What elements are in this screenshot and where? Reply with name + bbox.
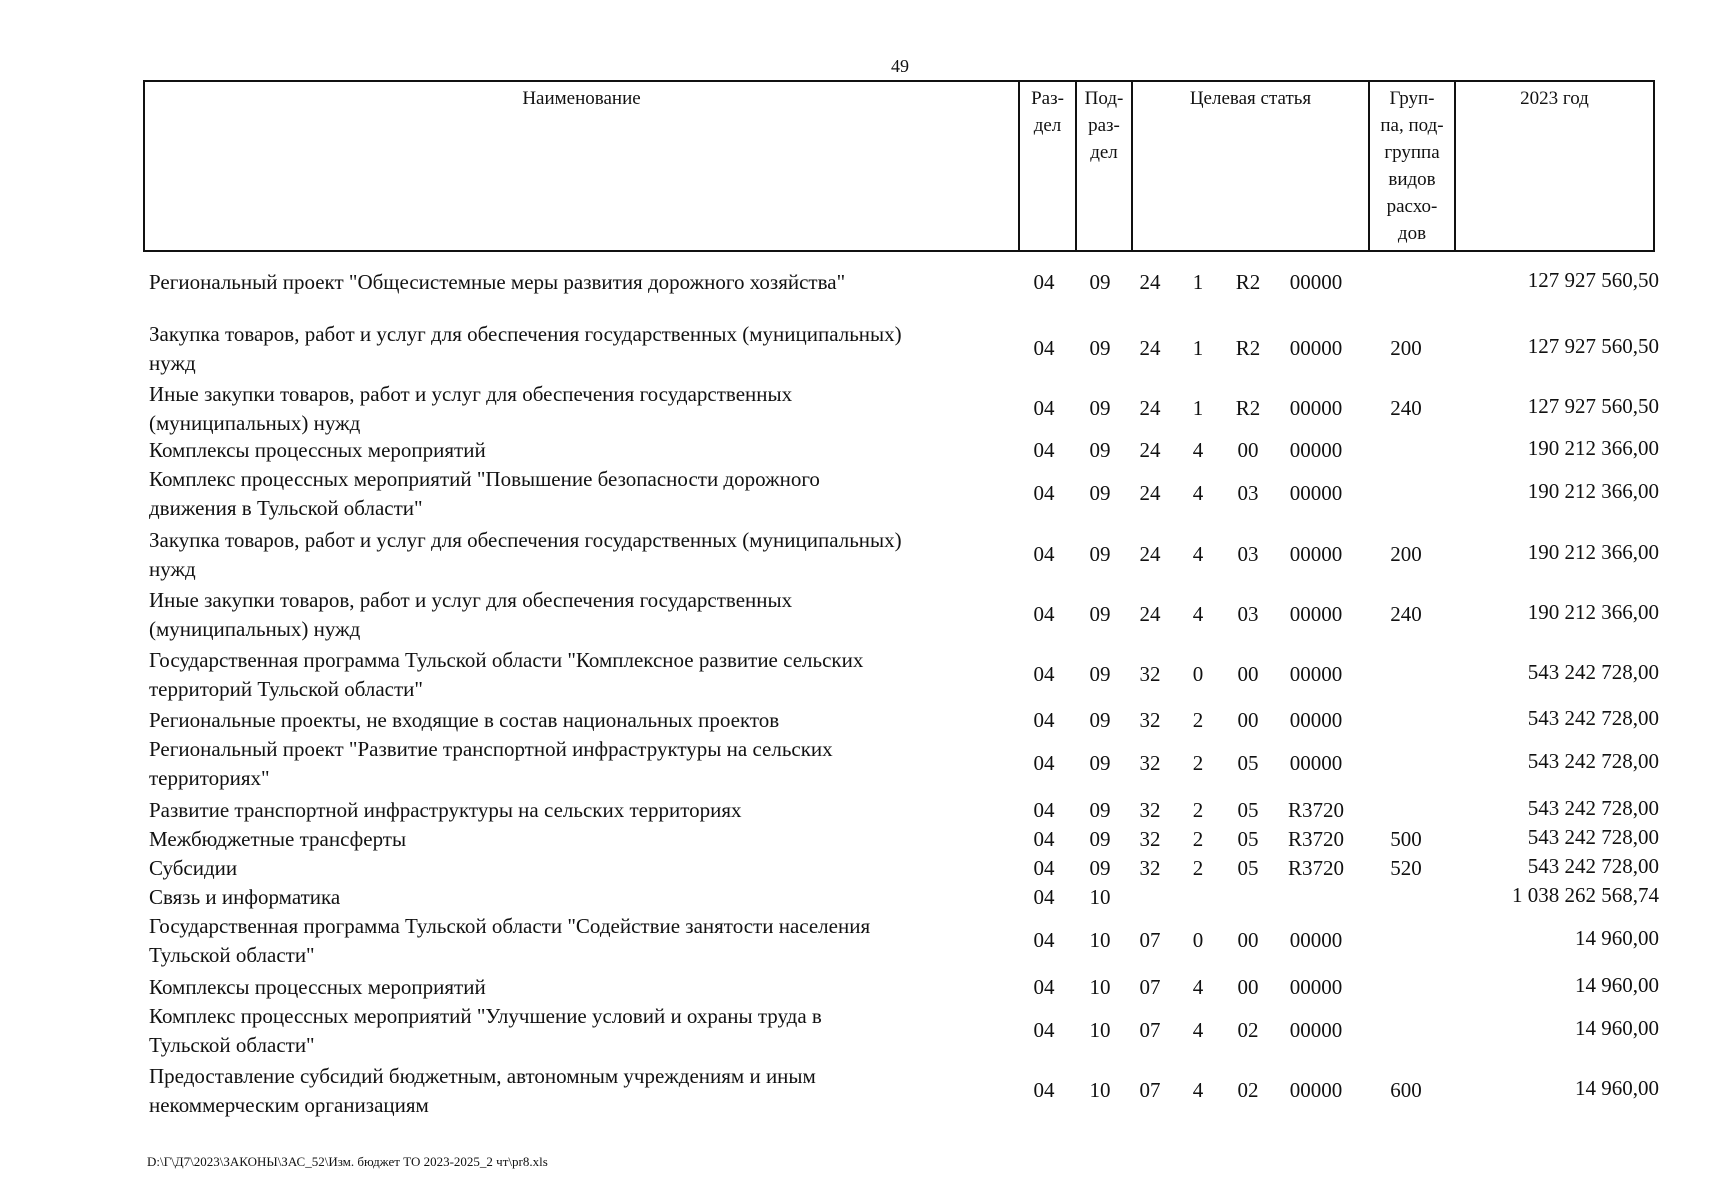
- row-amount: 14 960,00: [1575, 1076, 1659, 1100]
- row-name-line: Иные закупки товаров, работ и услуг для обеспечения государственных: [149, 588, 793, 612]
- row-name-line: нужд: [149, 557, 196, 581]
- row-name-line: Предоставление субсидий бюджетным, автономным учреждениям и иным: [149, 1064, 816, 1088]
- row-name-line: Комплекс процессных мероприятий "Улучшение условий и охраны труда в: [149, 1004, 822, 1028]
- row-cell-t4: 00000: [1289, 1078, 1343, 1102]
- row-cell-t2: 2: [1192, 827, 1204, 851]
- row-name-line: Закупка товаров, работ и услуг для обеспечения государственных (муниципальных): [149, 528, 902, 552]
- row-cell-r: 04: [1033, 336, 1055, 360]
- row-cell-p: 09: [1089, 336, 1111, 360]
- header-group-line: видов: [1388, 169, 1436, 190]
- row-cell-g: 240: [1390, 396, 1422, 420]
- row-cell-t3: 00: [1237, 438, 1259, 462]
- row-cell-r: 04: [1033, 885, 1055, 909]
- row-amount: 543 242 728,00: [1527, 854, 1659, 878]
- row-cell-g: 520: [1390, 856, 1422, 880]
- row-name-line: (муниципальных) нужд: [149, 411, 361, 435]
- row-cell-t1: 32: [1139, 827, 1161, 851]
- row-name: [149, 526, 1009, 584]
- row-cell-g: 200: [1390, 542, 1422, 566]
- row-name: [149, 465, 1009, 523]
- row-cell-t2: 0: [1192, 928, 1204, 952]
- row-cell-t1: 07: [1139, 1078, 1161, 1102]
- row-cell-t4: R3720: [1287, 798, 1344, 822]
- row-name-line: Региональные проекты, не входящие в состав национальных проектов: [149, 708, 780, 732]
- header-razdel-line: Раз-: [1031, 88, 1064, 109]
- row-cell-r: 04: [1033, 975, 1055, 999]
- row-name-line: Развитие транспортной инфраструктуры на сельских территориях: [149, 798, 742, 822]
- row-name-line: территориях": [149, 766, 270, 790]
- row-cell-r: 04: [1033, 542, 1055, 566]
- row-amount: 1 038 262 568,74: [1512, 883, 1659, 907]
- row-amount: 14 960,00: [1575, 1016, 1659, 1040]
- row-name-line: Иные закупки товаров, работ и услуг для обеспечения государственных: [149, 382, 793, 406]
- header-group-line: группа: [1384, 142, 1440, 163]
- row-cell-r: 04: [1033, 708, 1055, 732]
- row-cell-g: 500: [1390, 827, 1422, 851]
- row-name-line: (муниципальных) нужд: [149, 617, 361, 641]
- header-year: [1456, 82, 1653, 250]
- row-cell-t4: 00000: [1289, 928, 1343, 952]
- row-name: [149, 1062, 1009, 1120]
- row-name-line: Тульской области": [149, 943, 315, 967]
- header-year-label: 2023 год: [1520, 88, 1589, 109]
- row-cell-p: 09: [1089, 856, 1111, 880]
- row-cell-t1: 32: [1139, 662, 1161, 686]
- row-name: [149, 1002, 1009, 1060]
- row-cell-p: 10: [1089, 975, 1111, 999]
- row-cell-t3: 00: [1237, 662, 1259, 686]
- row-cell-t2: 2: [1192, 708, 1204, 732]
- row-name: [149, 586, 1009, 644]
- row-amount: 543 242 728,00: [1527, 660, 1659, 684]
- row-amount: 127 927 560,50: [1527, 268, 1659, 292]
- row-cell-t4: R3720: [1287, 856, 1344, 880]
- row-cell-r: 04: [1033, 1018, 1055, 1042]
- row-cell-t4: 00000: [1289, 396, 1343, 420]
- row-name: [149, 706, 1009, 735]
- row-cell-p: 09: [1089, 396, 1111, 420]
- header-podrazdel: [1077, 82, 1131, 250]
- row-cell-t2: 4: [1192, 1018, 1204, 1042]
- row-cell-p: 10: [1089, 1018, 1111, 1042]
- header-name-label: Наименование: [522, 88, 641, 109]
- row-name: [149, 436, 1009, 465]
- row-cell-p: 09: [1089, 438, 1111, 462]
- row-cell-t1: 24: [1139, 438, 1161, 462]
- row-cell-t4: 00000: [1289, 438, 1343, 462]
- row-cell-t4: 00000: [1289, 336, 1343, 360]
- row-name-line: Государственная программа Тульской области "Содействие занятости населения: [149, 914, 871, 938]
- row-cell-t1: 32: [1139, 708, 1161, 732]
- row-cell-r: 04: [1033, 751, 1055, 775]
- row-cell-t3: 00: [1237, 975, 1259, 999]
- row-amount: 190 212 366,00: [1527, 600, 1659, 624]
- row-cell-t1: 24: [1139, 542, 1161, 566]
- row-name-line: Связь и информатика: [149, 885, 341, 909]
- row-cell-t4: 00000: [1289, 270, 1343, 294]
- row-cell-t3: 00: [1237, 708, 1259, 732]
- header-podrazdel-line: Под-: [1084, 88, 1124, 109]
- row-cell-t3: 02: [1237, 1018, 1259, 1042]
- row-cell-r: 04: [1033, 798, 1055, 822]
- row-amount: 543 242 728,00: [1527, 796, 1659, 820]
- row-cell-p: 09: [1089, 827, 1111, 851]
- row-name-line: Государственная программа Тульской области "Комплексное развитие сельских: [149, 648, 864, 672]
- row-cell-t2: 2: [1192, 751, 1204, 775]
- row-cell-t4: 00000: [1289, 1018, 1343, 1042]
- row-name-line: Комплексы процессных мероприятий: [149, 975, 486, 999]
- row-cell-r: 04: [1033, 396, 1055, 420]
- row-cell-p: 09: [1089, 708, 1111, 732]
- row-cell-r: 04: [1033, 662, 1055, 686]
- row-amount: 543 242 728,00: [1527, 749, 1659, 773]
- header-target-label: Целевая статья: [1189, 88, 1312, 109]
- row-name-line: движения в Тульской области": [149, 496, 423, 520]
- row-amount: 543 242 728,00: [1527, 825, 1659, 849]
- row-name-line: Комплекс процессных мероприятий "Повышение безопасности дорожного: [149, 467, 820, 491]
- table-header: [143, 80, 1655, 252]
- row-cell-t3: 02: [1237, 1078, 1259, 1102]
- file-path-footer: D:\Г\Д7\2023\ЗАКОНЫ\ЗАС_52\Изм. бюджет ТО 2023-2025_2 чт\pr8.xls: [147, 1154, 548, 1169]
- row-cell-r: 04: [1033, 481, 1055, 505]
- row-cell-t3: R2: [1235, 396, 1261, 420]
- row-cell-t4: 00000: [1289, 542, 1343, 566]
- row-amount: 127 927 560,50: [1527, 334, 1659, 358]
- row-cell-p: 09: [1089, 602, 1111, 626]
- row-amount: 190 212 366,00: [1527, 436, 1659, 460]
- row-name-line: Межбюджетные трансферты: [149, 827, 407, 851]
- header-group-line: расхо-: [1386, 196, 1438, 217]
- row-cell-t1: 07: [1139, 928, 1161, 952]
- row-cell-g: 600: [1390, 1078, 1422, 1102]
- row-cell-t4: 00000: [1289, 751, 1343, 775]
- row-cell-t1: 32: [1139, 856, 1161, 880]
- row-cell-t1: 07: [1139, 1018, 1161, 1042]
- row-cell-t2: 4: [1192, 975, 1204, 999]
- row-cell-t4: 00000: [1289, 662, 1343, 686]
- row-name: [149, 883, 1009, 912]
- row-cell-t3: 05: [1237, 751, 1259, 775]
- row-cell-r: 04: [1033, 270, 1055, 294]
- row-cell-p: 09: [1089, 751, 1111, 775]
- row-cell-t4: 00000: [1289, 481, 1343, 505]
- row-name-line: территорий Тульской области": [149, 677, 423, 701]
- row-cell-t1: 24: [1139, 336, 1161, 360]
- row-amount: 190 212 366,00: [1527, 479, 1659, 503]
- row-cell-t4: 00000: [1289, 975, 1343, 999]
- row-cell-t3: 03: [1237, 481, 1259, 505]
- row-amount: 14 960,00: [1575, 926, 1659, 950]
- row-amount: 543 242 728,00: [1527, 706, 1659, 730]
- row-cell-r: 04: [1033, 856, 1055, 880]
- row-cell-t2: 4: [1192, 602, 1204, 626]
- row-name: [149, 854, 1009, 883]
- row-cell-t1: 24: [1139, 481, 1161, 505]
- row-cell-p: 10: [1089, 885, 1111, 909]
- row-name-line: нужд: [149, 351, 196, 375]
- row-cell-t1: 24: [1139, 602, 1161, 626]
- row-cell-t3: 00: [1237, 928, 1259, 952]
- row-cell-t2: 1: [1192, 270, 1204, 294]
- row-cell-p: 10: [1089, 928, 1111, 952]
- header-name: [145, 82, 1018, 250]
- row-cell-t1: 07: [1139, 975, 1161, 999]
- row-name: [149, 912, 1009, 970]
- row-name-line: Комплексы процессных мероприятий: [149, 438, 486, 462]
- row-name: [149, 646, 1009, 704]
- row-cell-t2: 1: [1192, 396, 1204, 420]
- row-cell-r: 04: [1033, 1078, 1055, 1102]
- row-cell-r: 04: [1033, 928, 1055, 952]
- row-name-line: Закупка товаров, работ и услуг для обеспечения государственных (муниципальных): [149, 322, 902, 346]
- row-cell-p: 09: [1089, 662, 1111, 686]
- row-cell-g: 240: [1390, 602, 1422, 626]
- header-group-line: Груп-: [1389, 88, 1435, 109]
- row-name-line: Региональный проект "Развитие транспортной инфраструктуры на сельских: [149, 737, 833, 761]
- row-name: [149, 825, 1009, 854]
- row-cell-t2: 4: [1192, 438, 1204, 462]
- row-cell-g: 200: [1390, 336, 1422, 360]
- row-cell-t3: 05: [1237, 856, 1259, 880]
- header-group-line: па, под-: [1380, 115, 1444, 136]
- row-cell-t3: 05: [1237, 827, 1259, 851]
- header-group-line: дов: [1397, 223, 1427, 244]
- row-cell-t3: 03: [1237, 542, 1259, 566]
- row-name-line: Тульской области": [149, 1033, 315, 1057]
- row-name: [149, 380, 1009, 438]
- row-cell-t4: 00000: [1289, 708, 1343, 732]
- row-name-line: Региональный проект "Общесистемные меры развития дорожного хозяйства": [149, 270, 846, 294]
- row-cell-t2: 4: [1192, 1078, 1204, 1102]
- row-cell-r: 04: [1033, 827, 1055, 851]
- row-cell-t2: 4: [1192, 481, 1204, 505]
- row-name: [149, 735, 1009, 793]
- row-amount: 14 960,00: [1575, 973, 1659, 997]
- header-razdel-line: дел: [1033, 115, 1062, 136]
- row-cell-t2: 0: [1192, 662, 1204, 686]
- row-amount: 190 212 366,00: [1527, 540, 1659, 564]
- row-name-line: некоммерческим организациям: [149, 1093, 429, 1117]
- row-cell-t2: 2: [1192, 798, 1204, 822]
- page-number: 49: [891, 56, 909, 76]
- row-name-line: Субсидии: [149, 856, 238, 880]
- header-podrazdel-line: раз-: [1088, 115, 1120, 136]
- row-cell-t2: 4: [1192, 542, 1204, 566]
- row-name: [149, 796, 1009, 825]
- row-cell-t1: 32: [1139, 751, 1161, 775]
- header-podrazdel-line: дел: [1090, 142, 1118, 163]
- row-cell-t3: 05: [1237, 798, 1259, 822]
- row-cell-t4: R3720: [1287, 827, 1344, 851]
- row-cell-r: 04: [1033, 438, 1055, 462]
- header-target: [1133, 82, 1368, 250]
- row-cell-p: 09: [1089, 481, 1111, 505]
- row-cell-r: 04: [1033, 602, 1055, 626]
- row-cell-p: 09: [1089, 270, 1111, 294]
- row-cell-t1: 32: [1139, 798, 1161, 822]
- row-cell-t1: 24: [1139, 396, 1161, 420]
- header-group: [1370, 82, 1454, 250]
- row-cell-p: 10: [1089, 1078, 1111, 1102]
- row-cell-t3: R2: [1235, 270, 1261, 294]
- row-name: [149, 973, 1009, 1002]
- row-cell-t4: 00000: [1289, 602, 1343, 626]
- row-name: [149, 268, 1009, 297]
- row-cell-t3: R2: [1235, 336, 1261, 360]
- row-cell-t2: 1: [1192, 336, 1204, 360]
- row-name: [149, 320, 1009, 378]
- row-cell-p: 09: [1089, 542, 1111, 566]
- row-cell-t2: 2: [1192, 856, 1204, 880]
- row-cell-t1: 24: [1139, 270, 1161, 294]
- row-cell-p: 09: [1089, 798, 1111, 822]
- row-amount: 127 927 560,50: [1527, 394, 1659, 418]
- row-cell-t3: 03: [1237, 602, 1259, 626]
- header-razdel: [1020, 82, 1075, 250]
